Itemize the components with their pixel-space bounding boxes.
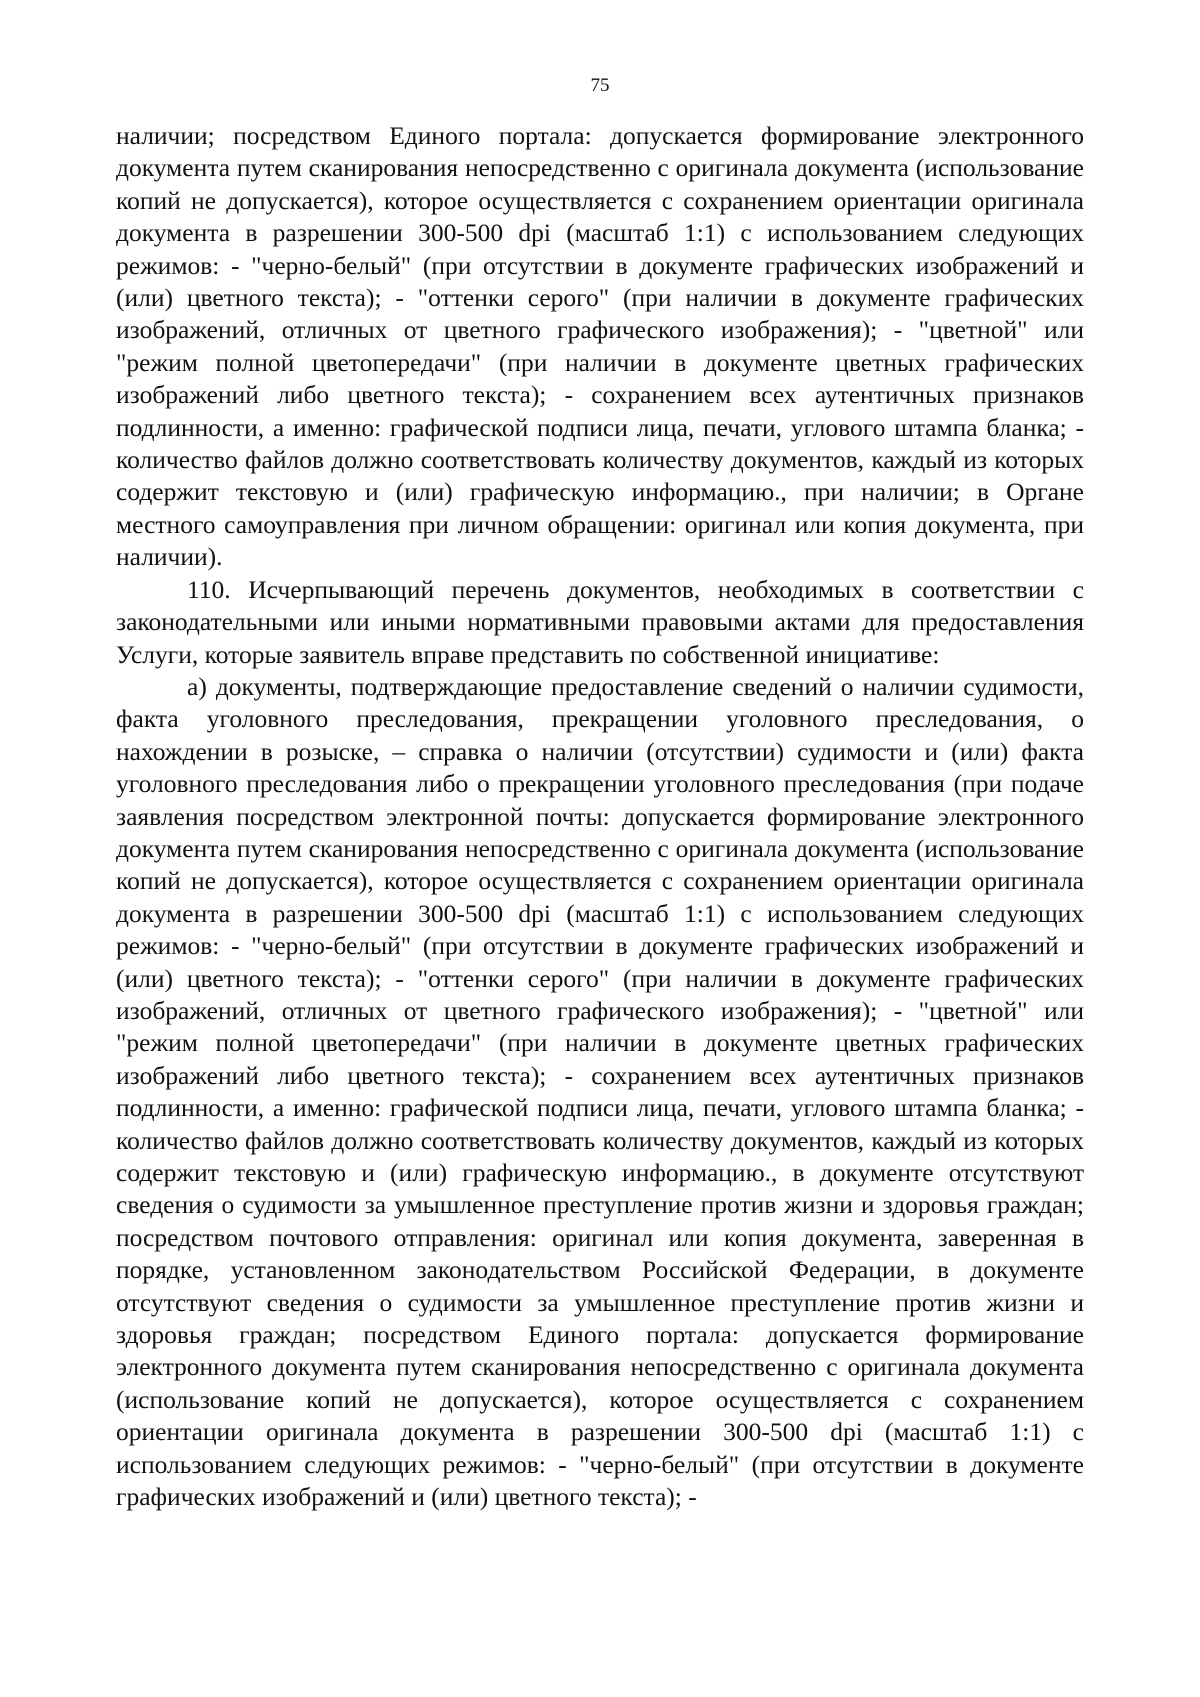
paragraph-continuation: наличии; посредством Единого портала: допускается формирование электронного документа путем сканирования непосредственно с оригинала документа (использование копий не допускается), которое осуществляется с сохранением ориентации оригинала документа в разрешении 300-500 dpi (масштаб 1:1) с использованием следующих режимов: - "черно-белый" (при отсутствии в документе графических изображений и (или) цветного текста); - "оттенки серого" (при наличии в документе графических изображений, отличных от цветного графического изображения); - "цветной" или "режим полной цветопередачи" (при наличии в документе цветных графических изображений либо цветного текста); - сохранением всех аутентичных признаков подлинности, а именно: графической подписи лица, печати, углового штампа бланка; - количество файлов должно соответствовать количеству документов, каждый из которых содержит текстовую и (или) графическую информацию., при наличии; в Органе местного самоуправления при личном обращении: оригинал или копия документа, при наличии). — [116, 121, 1084, 572]
document-body — [116, 120, 1084, 1513]
paragraph-item-a: а) документы, подтверждающие предоставление сведений о наличии судимости, факта уголовного преследования, прекращении уголовного преследования, о нахождении в розыске, – справка о наличии (отсутствии) судимости и (или) факта уголовного преследования либо о прекращении уголовного преследования (при подаче заявления посредством электронной почты: допускается формирование электронного документа путем сканирования непосредственно с оригинала документа (использование копий не допускается), которое осуществляется с сохранением ориентации оригинала документа в разрешении 300-500 dpi (масштаб 1:1) с использованием следующих режимов: - "черно-белый" (при отсутствии в документе графических изображений и (или) цветного текста); - "оттенки серого" (при наличии в документе графических изображений, отличных от цветного графического изображения); - "цветной" или "режим полной цветопередачи" (при наличии в документе цветных графических изображений либо цветного текста); - сохранением всех аутентичных признаков подлинности, а именно: графической подписи лица, печати, углового штампа бланка; - количество файлов должно соответствовать количеству документов, каждый из которых содержит текстовую и (или) графическую информацию., в документе отсутствуют сведения о судимости за умышленное преступление против жизни и здоровья граждан; посредством почтового отправления: оригинал или копия документа, заверенная в порядке, установленном законодательством Российской Федерации, в документе отсутствуют сведения о судимости за умышленное преступление против жизни и здоровья граждан; посредством Единого портала: допускается формирование электронного документа путем сканирования непосредственно с оригинала документа (использование копий не допускается), которое осуществляется с сохранением ориентации оригинала документа в разрешении 300-500 dpi (масштаб 1:1) с использованием следующих режимов: - "черно-белый" (при отсутствии в документе графических изображений и (или) цветного текста); - — [116, 671, 1084, 1512]
paragraph-item-110: 110. Исчерпывающий перечень документов, необходимых в соответствии с законодательными или иными нормативными правовыми актами для предоставления Услуги, которые заявитель вправе представить по собственной инициативе: — [116, 574, 1084, 669]
page-number: 75 — [590, 75, 610, 96]
